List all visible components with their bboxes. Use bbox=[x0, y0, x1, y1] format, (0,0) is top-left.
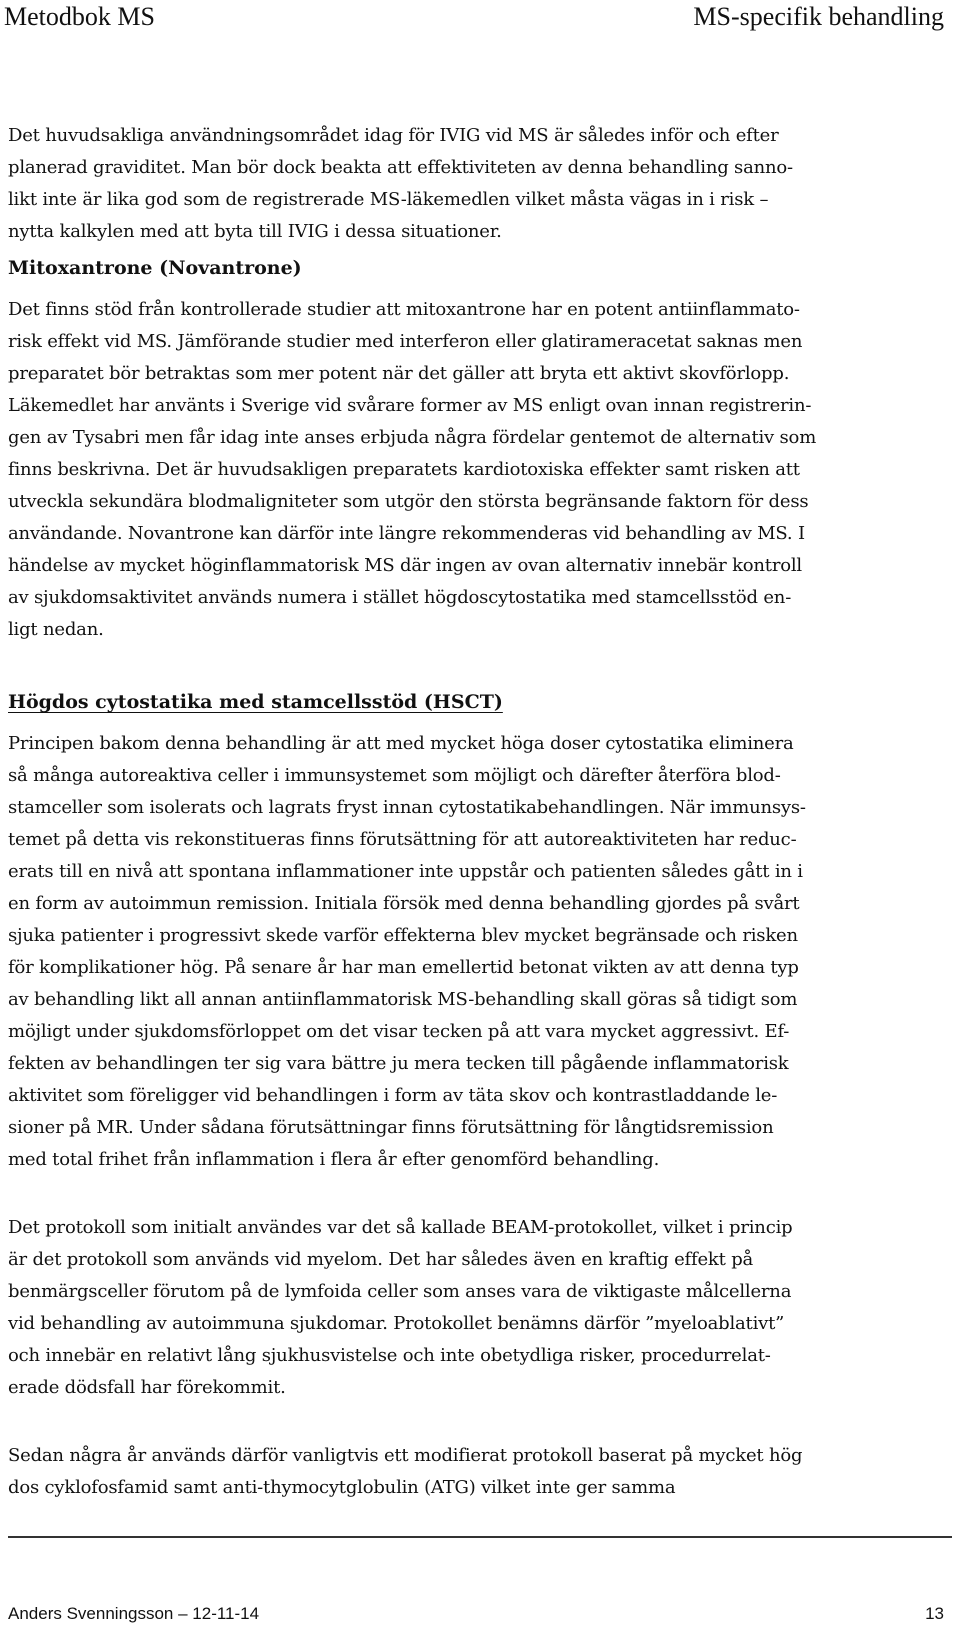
author-date: Anders Svenningsson – 12-11-14 bbox=[8, 1604, 260, 1623]
chapter-title: MS-specifik behandling bbox=[693, 2, 944, 31]
hsct-paragraph-3: Sedan några år används därför vanligtvis ett modifierat protokoll baserat på mycket hög dos cyklofosfamid samt anti-thymocytglobulin (ATG) vilket inte ger samma bbox=[8, 1445, 803, 1498]
page-content bbox=[8, 120, 952, 1504]
hsct-paragraph-2: Det protokoll som initialt användes var det så kallade BEAM-protokollet, vilket i princip är det protokoll som används vid myelom. Det har således även en kraftig effekt på benmärgsceller förutom på de lymfoida celler som anses vara de viktigaste målcellerna vid behandling av autoimmuna sjukdomar. Protokollet benämns därför ”myeloablativt” och innebär en relativt lång sjukhusvistelse och inte obetydliga risker, procedurrelat- erade dödsfall har förekommit. bbox=[8, 1217, 793, 1398]
section-heading-hsct: Högdos cytostatika med stamcellsstöd (HSCT) bbox=[8, 691, 503, 713]
section-heading-mitoxantrone: Mitoxantrone (Novantrone) bbox=[8, 257, 302, 279]
page-header bbox=[0, 0, 960, 34]
page-footer bbox=[8, 1602, 948, 1626]
mitoxantrone-paragraph: Det finns stöd från kontrollerade studier att mitoxantrone har en potent antiinflammato- risk effekt vid MS. Jämförande studier med interferon eller glatirameracetat saknas men preparatet bör betraktas som mer potent när det gäller att bryta ett aktivt skovförlopp. Läkemedlet har använts i Sverige vid svårare former av MS enligt ovan innan registrerin- gen av Tysabri men får idag inte anses erbjuda några fördelar gentemot de alternativ som finns beskrivna. Det är huvudsakligen preparatets kardiotoxiska effekter samt risken att utveckla sekundära blodmaligniteter som utgör den största begränsande faktorn för dess användande. Novantrone kan därför inte längre rekommenderas vid behandling av MS. I händelse av mycket höginflammatorisk MS där ingen av ovan alternativ innebär kontroll av sjukdomsaktivitet används numera i stället högdoscytostatika med stamcellsstöd en- ligt nedan. bbox=[8, 299, 817, 640]
footer-divider bbox=[8, 1536, 952, 1538]
document-title: Metodbok MS bbox=[4, 2, 155, 31]
hsct-paragraph-1: Principen bakom denna behandling är att med mycket höga doser cytostatika eliminera så många autoreaktiva celler i immunsystemet som möjligt och därefter återföra blod- stamceller som isolerats och lagrats fryst innan cytostatikabehandlingen. När immunsys- temet på detta vis rekonstitueras finns förutsättning för att autoreaktiviteten har reduc- erats till en nivå att spontana inflammationer inte uppstår och patienten således gått in i en form av autoimmun remission. Initiala försök med denna behandling gjordes på svårt sjuka patienter i progressivt skede varför effekterna blev mycket begränsade och risken för komplikationer hög. På senare år har man emellertid betonat vikten av att denna typ av behandling likt all annan antiinflammatorisk MS-behandling skall göras så tidigt som möjligt under sjukdomsförloppet om det visar tecken på att vara mycket aggressivt. Ef- fekten av behandlingen ter sig vara bättre ju mera tecken till pågående inflammatorisk aktivitet som föreligger vid behandlingen i form av täta skov och kontrastladdande le- sioner på MR. Under sådana förutsättningar finns förutsättning för långtidsremission med total frihet från inflammation i flera år efter genomförd behandling. bbox=[8, 733, 806, 1170]
spacer bbox=[8, 646, 952, 686]
spacer bbox=[8, 1404, 952, 1440]
spacer bbox=[8, 1176, 952, 1212]
page-number: 13 bbox=[925, 1604, 944, 1623]
intro-paragraph: Det huvudsakliga användningsområdet idag för IVIG vid MS är således inför och efter planerad graviditet. Man bör dock beakta att effektiviteten av denna behandling sanno- likt inte är lika god som de registrerade MS-läkemedlen vilket måsta vägas in i risk – nytta kalkylen med att byta till IVIG i dessa situationer. bbox=[8, 125, 793, 242]
